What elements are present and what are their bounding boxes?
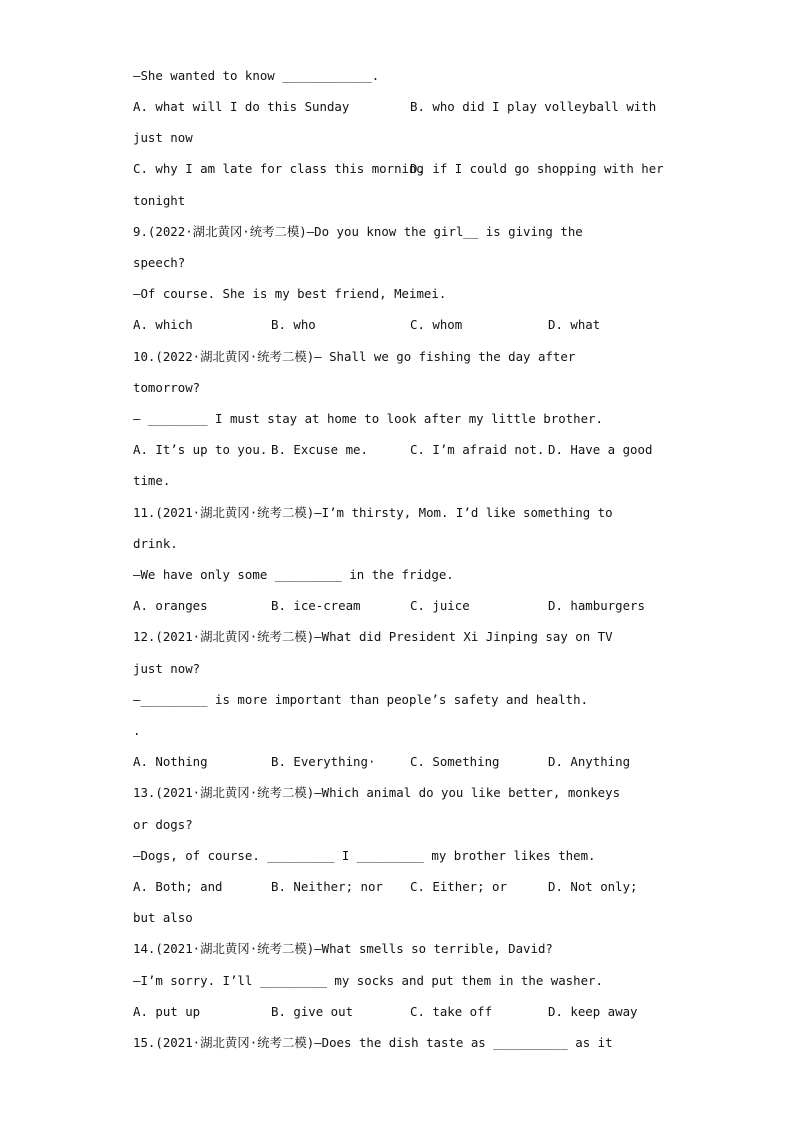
q12-stem-line-2: just now? [133,661,201,676]
q10-option-b: B. Excuse me. [271,442,368,457]
q13-option-c: C. Either; or [410,879,507,894]
q8-option-b: B. who did I play volleyball with [410,99,657,114]
q13-reply: —Dogs, of course. _________ I _________ my brother likes them. [133,848,596,863]
q10-reply: — ________ I must stay at home to look after my little brother. [133,411,603,426]
q13-option-d: D. Not only; [548,879,638,894]
q9-stem-line-1: 9.(2022·湖北黄冈·统考二模)—Do you know the girl__ is giving the [133,224,583,239]
q11-option-c: C. juice [410,598,470,613]
q12-option-c: C. Something [410,754,500,769]
q13-option-d-cont: but also [133,910,193,925]
q8-option-d-cont: tonight [133,193,186,208]
q14-stem-line-1: 14.(2021·湖北黄冈·统考二模)—What smells so terrible, David? [133,941,553,956]
q11-stem-line-1: 11.(2021·湖北黄冈·统考二模)—I’m thirsty, Mom. I’d like something to [133,505,613,520]
q11-option-b: B. ice-cream [271,598,361,613]
q11-option-d: D. hamburgers [548,598,645,613]
q8-option-a: A. what will I do this Sunday [133,99,350,114]
q10-option-d-cont: time. [133,473,171,488]
q10-stem-line-1: 10.(2022·湖北黄冈·统考二模)— Shall we go fishing the day after [133,349,576,364]
q12-option-b: B. Everything· [271,754,376,769]
q9-option-d: D. what [548,317,601,332]
q8-answer-line: —She wanted to know ____________. [133,68,380,83]
q12-option-d: D. Anything [548,754,631,769]
q11-reply: —We have only some _________ in the fridge. [133,567,454,582]
q8-option-d: D. if I could go shopping with her [410,161,664,176]
q9-option-a: A. which [133,317,193,332]
q14-option-b: B. give out [271,1004,354,1019]
q13-option-a: A. Both; and [133,879,223,894]
q9-reply: —Of course. She is my best friend, Meimei. [133,286,447,301]
q13-stem-line-2: or dogs? [133,817,193,832]
q8-option-b-cont: just now [133,130,193,145]
q9-option-c: C. whom [410,317,463,332]
q9-stem-line-2: speech? [133,255,186,270]
q10-option-d: D. Have a good [548,442,653,457]
q10-option-a: A. It’s up to you. [133,442,268,457]
q10-option-c: C. I’m afraid not. [410,442,545,457]
q14-option-d: D. keep away [548,1004,638,1019]
q10-stem-line-2: tomorrow? [133,380,201,395]
q14-reply: —I’m sorry. I’ll _________ my socks and put them in the washer. [133,973,603,988]
q12-reply: —_________ is more important than people’s safety and health. [133,692,589,707]
q9-option-b: B. who [271,317,316,332]
q15-stem-line-1: 15.(2021·湖北黄冈·统考二模)—Does the dish taste as __________ as it [133,1035,613,1050]
q11-option-a: A. oranges [133,598,208,613]
q14-option-a: A. put up [133,1004,201,1019]
q8-option-c: C. why I am late for class this morning [133,161,424,176]
q14-option-c: C. take off [410,1004,493,1019]
q12-stray-dot: . [133,723,141,738]
q12-stem-line-1: 12.(2021·湖北黄冈·统考二模)—What did President Xi Jinping say on TV [133,629,613,644]
q12-option-a: A. Nothing [133,754,208,769]
q11-stem-line-2: drink. [133,536,178,551]
q13-stem-line-1: 13.(2021·湖北黄冈·统考二模)—Which animal do you like better, monkeys [133,785,621,800]
q13-option-b: B. Neither; nor [271,879,383,894]
